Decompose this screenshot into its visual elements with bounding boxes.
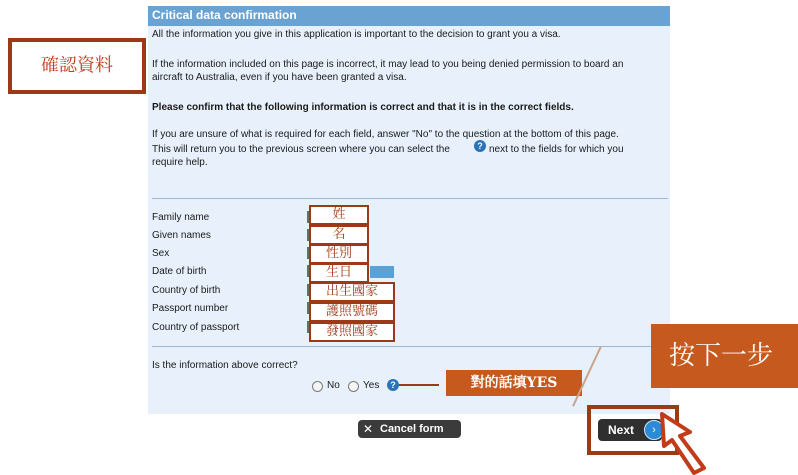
annotation-sex: 性別: [309, 244, 369, 264]
unsure-text-2: This will return you to the previous screen where you can select the: [152, 144, 450, 155]
separator-bottom: [152, 346, 668, 347]
yes-annotation-connector: [399, 384, 439, 386]
annotation-yes-instruction: 對的話填YES: [446, 370, 582, 396]
annotation-country-of-birth: 出生國家: [309, 282, 395, 302]
yes-help-icon[interactable]: ?: [387, 379, 399, 391]
field-label-country-of-passport: Country of passport: [152, 322, 240, 333]
cancel-form-button[interactable]: Cancel form: [358, 420, 461, 438]
intro-text: All the information you give in this application is important to the decision to grant you a visa.: [152, 29, 561, 40]
panel-title: Critical data confirmation: [152, 8, 297, 22]
radio-yes[interactable]: [348, 381, 359, 392]
unsure-text-2b: next to the fields for which you: [489, 144, 624, 155]
annotation-family-name: 姓: [309, 205, 369, 225]
warning-text-2: aircraft to Australia, even if you have been granted a visa.: [152, 72, 407, 83]
field-label-sex: Sex: [152, 248, 170, 259]
field-label-family-name: Family name: [152, 212, 210, 223]
date-of-birth-highlight: [370, 266, 394, 278]
separator-top: [152, 198, 668, 199]
field-label-given-names: Given names: [152, 230, 211, 241]
field-label-country-of-birth: Country of birth: [152, 285, 221, 296]
chevron-right-icon: ›: [644, 420, 664, 440]
radio-no-label: No: [327, 380, 340, 391]
annotation-next-step: 按下一步: [651, 324, 798, 388]
field-label-passport-number: Passport number: [152, 303, 229, 314]
radio-yes-label: Yes: [363, 380, 380, 391]
field-label-date-of-birth: Date of birth: [152, 266, 207, 277]
next-button[interactable]: Next: [598, 419, 662, 441]
confirm-instruction: Please confirm that the following information is correct and that it is in the correct fields.: [152, 102, 574, 113]
unsure-text-1: If you are unsure of what is required for each field, answer "No" to the question at the bottom of this page.: [152, 129, 619, 140]
annotation-given-names: 名: [309, 225, 369, 245]
help-icon[interactable]: ?: [474, 140, 486, 152]
confirmation-question: Is the information above correct?: [152, 360, 298, 371]
annotation-country-of-passport: 發照國家: [309, 322, 395, 342]
warning-text-1: If the information included on this page is incorrect, it may lead to you being denied permission to board an: [152, 59, 624, 70]
close-icon: ✕: [363, 422, 374, 436]
annotation-passport-number: 護照號碼: [309, 302, 395, 322]
annotation-confirm-data: 確認資料: [8, 38, 146, 94]
radio-no[interactable]: [312, 381, 323, 392]
cursor-arrow-icon: [660, 412, 760, 475]
annotation-date-of-birth: 生日: [309, 263, 369, 283]
unsure-text-3: require help.: [152, 157, 208, 168]
